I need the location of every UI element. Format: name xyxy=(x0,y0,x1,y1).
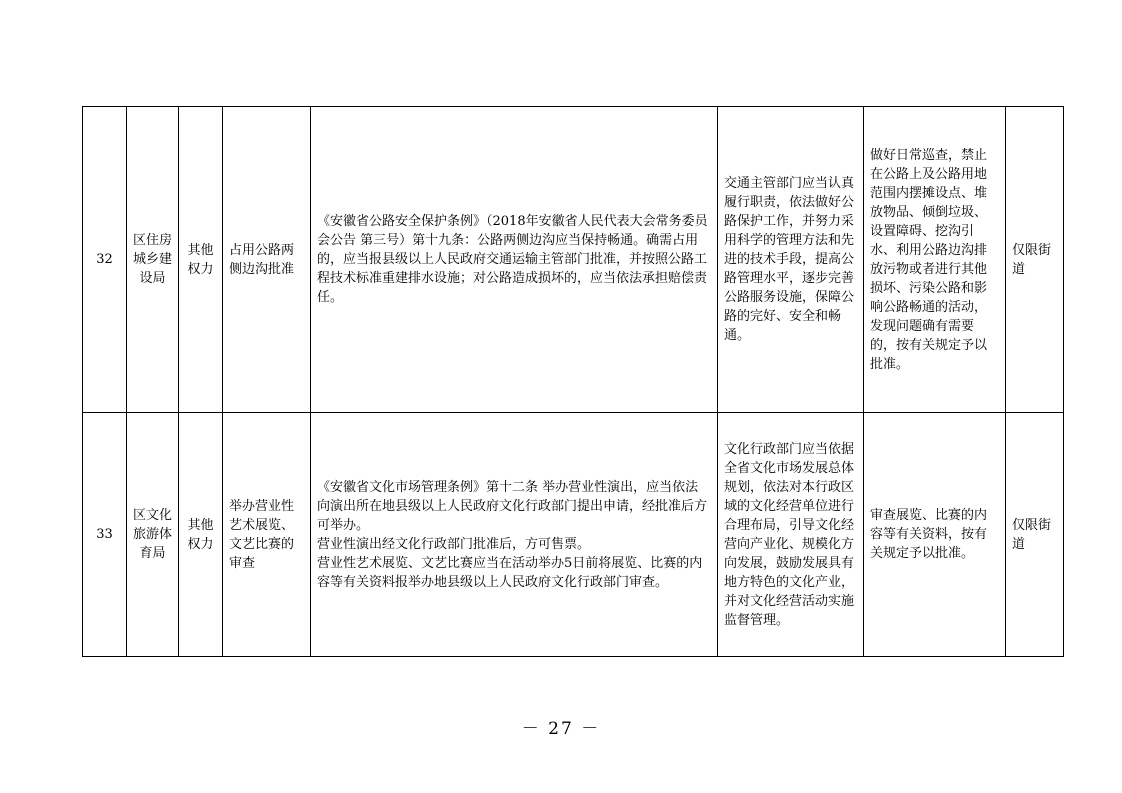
row-number: 33 xyxy=(83,413,127,657)
item-name-cell: 占用公路两侧边沟批准 xyxy=(223,107,311,413)
department-cell: 区住房城乡建设局 xyxy=(127,107,179,413)
supervision-cell: 做好日常巡查，禁止在公路上及公路用地范围内摆摊设点、堆放物品、倾倒垃圾、设置障碍、挖沟引水、利用公路边沟排放污物或者进行其他损坏、污染公路和影响公路畅通的活动，发现问题确有需要的，按有关规定予以批准。 xyxy=(864,107,1006,413)
legal-basis-paragraph: 《安徽省文化市场管理条例》第十二条 举办营业性演出，应当依法向演出所在地县级以上人民政府文化行政部门提出申请，经批准后方可举办。 xyxy=(317,479,708,533)
legal-basis-paragraph: 营业性艺术展览、文艺比赛应当在活动举办5日前将展览、比赛的内容等有关资料报举办地县级以上人民政府文化行政部门审查。 xyxy=(317,555,703,590)
power-type-cell: 其他权力 xyxy=(179,107,223,413)
supervision-cell: 审查展览、比赛的内容等有关资料，按有关规定予以批准。 xyxy=(864,413,1006,657)
power-list-table xyxy=(82,106,1064,657)
responsibility-cell: 交通主管部门应当认真履行职责，依法做好公路保护工作，并努力采用科学的管理方法和先进的技术手段，提高公路管理水平，逐步完善公路服务设施，保障公路的完好、安全和畅通。 xyxy=(718,107,864,413)
table-row xyxy=(83,413,1064,657)
power-type-cell: 其他权力 xyxy=(179,413,223,657)
legal-basis-cell xyxy=(311,107,718,413)
legal-basis-paragraph: 营业性演出经文化行政部门批准后，方可售票。 xyxy=(317,536,591,552)
page-number: － 27 － xyxy=(521,719,601,739)
responsibility-cell: 文化行政部门应当依据全省文化市场发展总体规划，依法对本行政区域的文化经营单位进行合理布局，引导文化经营向产业化、规模化方向发展，鼓励发展具有地方特色的文化产业，并对文化经营活动实施监督管理。 xyxy=(718,413,864,657)
legal-basis-paragraph: 《安徽省公路安全保护条例》（2018年安徽省人民代表大会常务委员会公告 第三号）第十九条：公路两侧边沟应当保持畅通。确需占用的，应当报县级以上人民政府交通运输主管部门批准，并按照公路工程技术标准重建排水设施；对公路造成损坏的，应当依法承担赔偿责任。 xyxy=(317,214,708,305)
table-row xyxy=(83,107,1064,413)
scope-cell: 仅限街道 xyxy=(1006,413,1064,657)
legal-basis-cell xyxy=(311,413,718,657)
item-name-cell: 举办营业性艺术展览、文艺比赛的审查 xyxy=(223,413,311,657)
department-cell: 区文化旅游体育局 xyxy=(127,413,179,657)
row-number: 32 xyxy=(83,107,127,413)
scope-cell: 仅限街道 xyxy=(1006,107,1064,413)
